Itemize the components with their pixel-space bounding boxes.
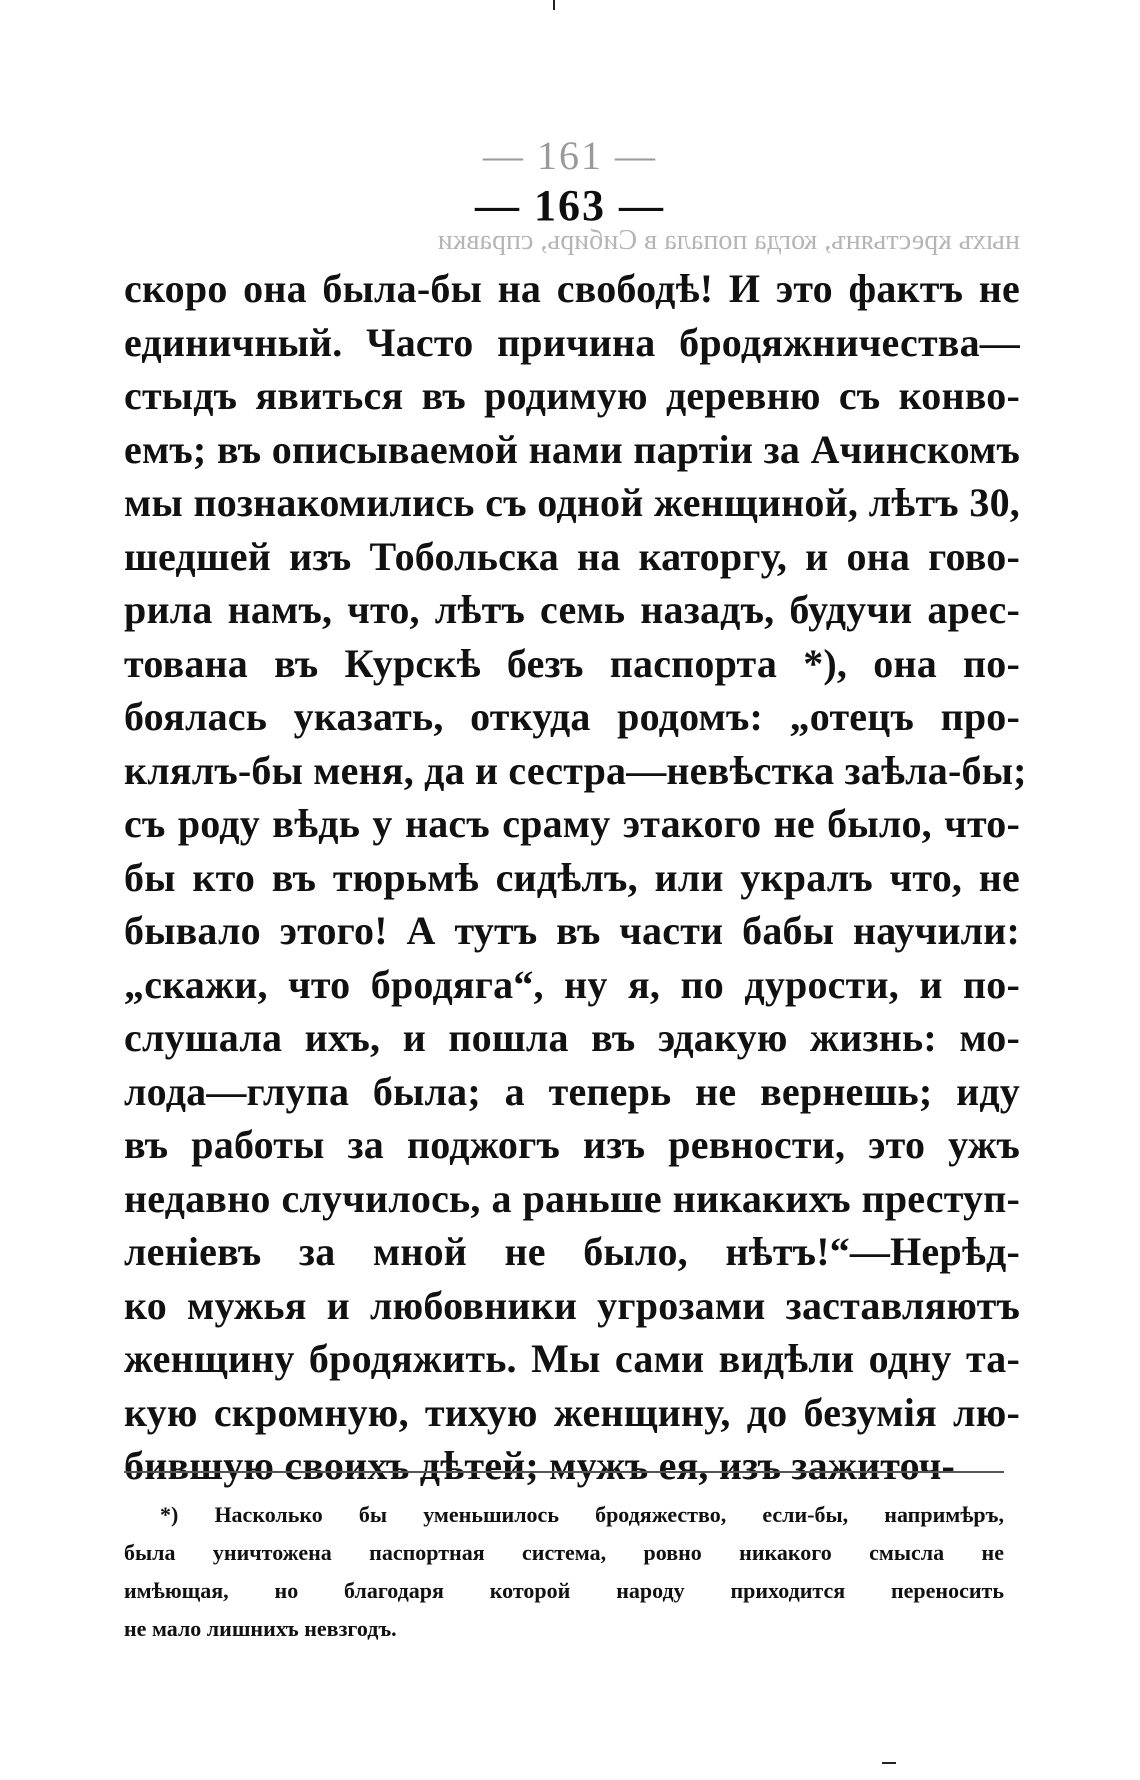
bleed-through-page-number: — 161 — bbox=[483, 133, 657, 178]
body-line: бы кто въ тюрьмѣ сидѣлъ, или укралъ что, не bbox=[124, 854, 1020, 900]
bleed-through-text-line: ныхъ крестьянъ, когда попала в Сибирь, справки bbox=[437, 225, 1020, 256]
footnote bbox=[124, 1496, 1004, 1648]
body-line: въ работы за поджогъ изъ ревности, это ужъ bbox=[124, 1122, 1020, 1167]
body-line: бившую своихъ дѣтей; мужъ ея, изъ зажиточ- bbox=[124, 1443, 956, 1488]
footnote-line: была уничтожена паспортная система, ровно никакого смысла не bbox=[124, 1540, 1004, 1565]
scan-speck-bottom bbox=[882, 1762, 896, 1764]
body-line: „скажи, что бродяга“, ну я, по дурости, и по- bbox=[124, 961, 1020, 1007]
body-line: единичный. Часто причина бродяжничества— bbox=[124, 319, 1020, 365]
body-line: недавно случилось, а раньше никакихъ преступ- bbox=[124, 1175, 1020, 1221]
body-line: клялъ-бы меня, да и сестра—невѣстка заѣла-бы; bbox=[124, 747, 1027, 793]
body-line: лода—глупа была; а теперь не вернешь; иду bbox=[124, 1068, 1020, 1114]
body-line: леніевъ за мной не было, нѣтъ!“—Нерѣд- bbox=[124, 1229, 1020, 1274]
body-line: емъ; въ описываемой нами партіи за Ачинскомъ bbox=[124, 426, 1020, 472]
footnote-line: *) Насколько бы уменьшилось бродяжество, если-бы, напримѣръ, bbox=[160, 1502, 1004, 1527]
body-text bbox=[124, 262, 1027, 1493]
body-line: тована въ Курскѣ безъ паспорта *), она по- bbox=[124, 640, 1020, 686]
footnote-line: не мало лишнихъ невзгодъ. bbox=[124, 1616, 397, 1641]
body-line: рила намъ, что, лѣтъ семь назадъ, будучи арес- bbox=[124, 587, 1020, 632]
body-line: шедшей изъ Тобольска на каторгу, и она гово- bbox=[124, 533, 1020, 579]
body-line: съ роду вѣдь у насъ сраму этакого не было, что- bbox=[124, 801, 1020, 846]
body-line: бывало этого! А тутъ въ части бабы научили: bbox=[124, 908, 1020, 953]
body-line: скоро она была-бы на свободѣ! И это фактъ не bbox=[124, 266, 1020, 311]
body-line: стыдъ явиться въ родимую деревню съ конво- bbox=[124, 373, 1020, 418]
footnote-separator bbox=[124, 1471, 1004, 1473]
body-line: боялась указать, откуда родомъ: „отецъ про- bbox=[124, 694, 1020, 739]
page-number: — 163 — bbox=[475, 181, 665, 230]
body-line: мы познакомились съ одной женщиной, лѣтъ 30, bbox=[124, 480, 1020, 525]
body-line: женщину бродяжить. Мы сами видѣли одну та- bbox=[124, 1336, 1020, 1381]
footnote-line: имѣющая, но благодаря которой народу приходится переносить bbox=[124, 1578, 1004, 1603]
body-line: кую скромную, тихую женщину, до безумія лю- bbox=[124, 1389, 1020, 1435]
scan-speck-top bbox=[553, 0, 555, 10]
body-line: ко мужья и любовники угрозами заставляютъ bbox=[124, 1282, 1020, 1328]
body-line: слушала ихъ, и пошла въ эдакую жизнь: мо- bbox=[124, 1015, 1020, 1060]
